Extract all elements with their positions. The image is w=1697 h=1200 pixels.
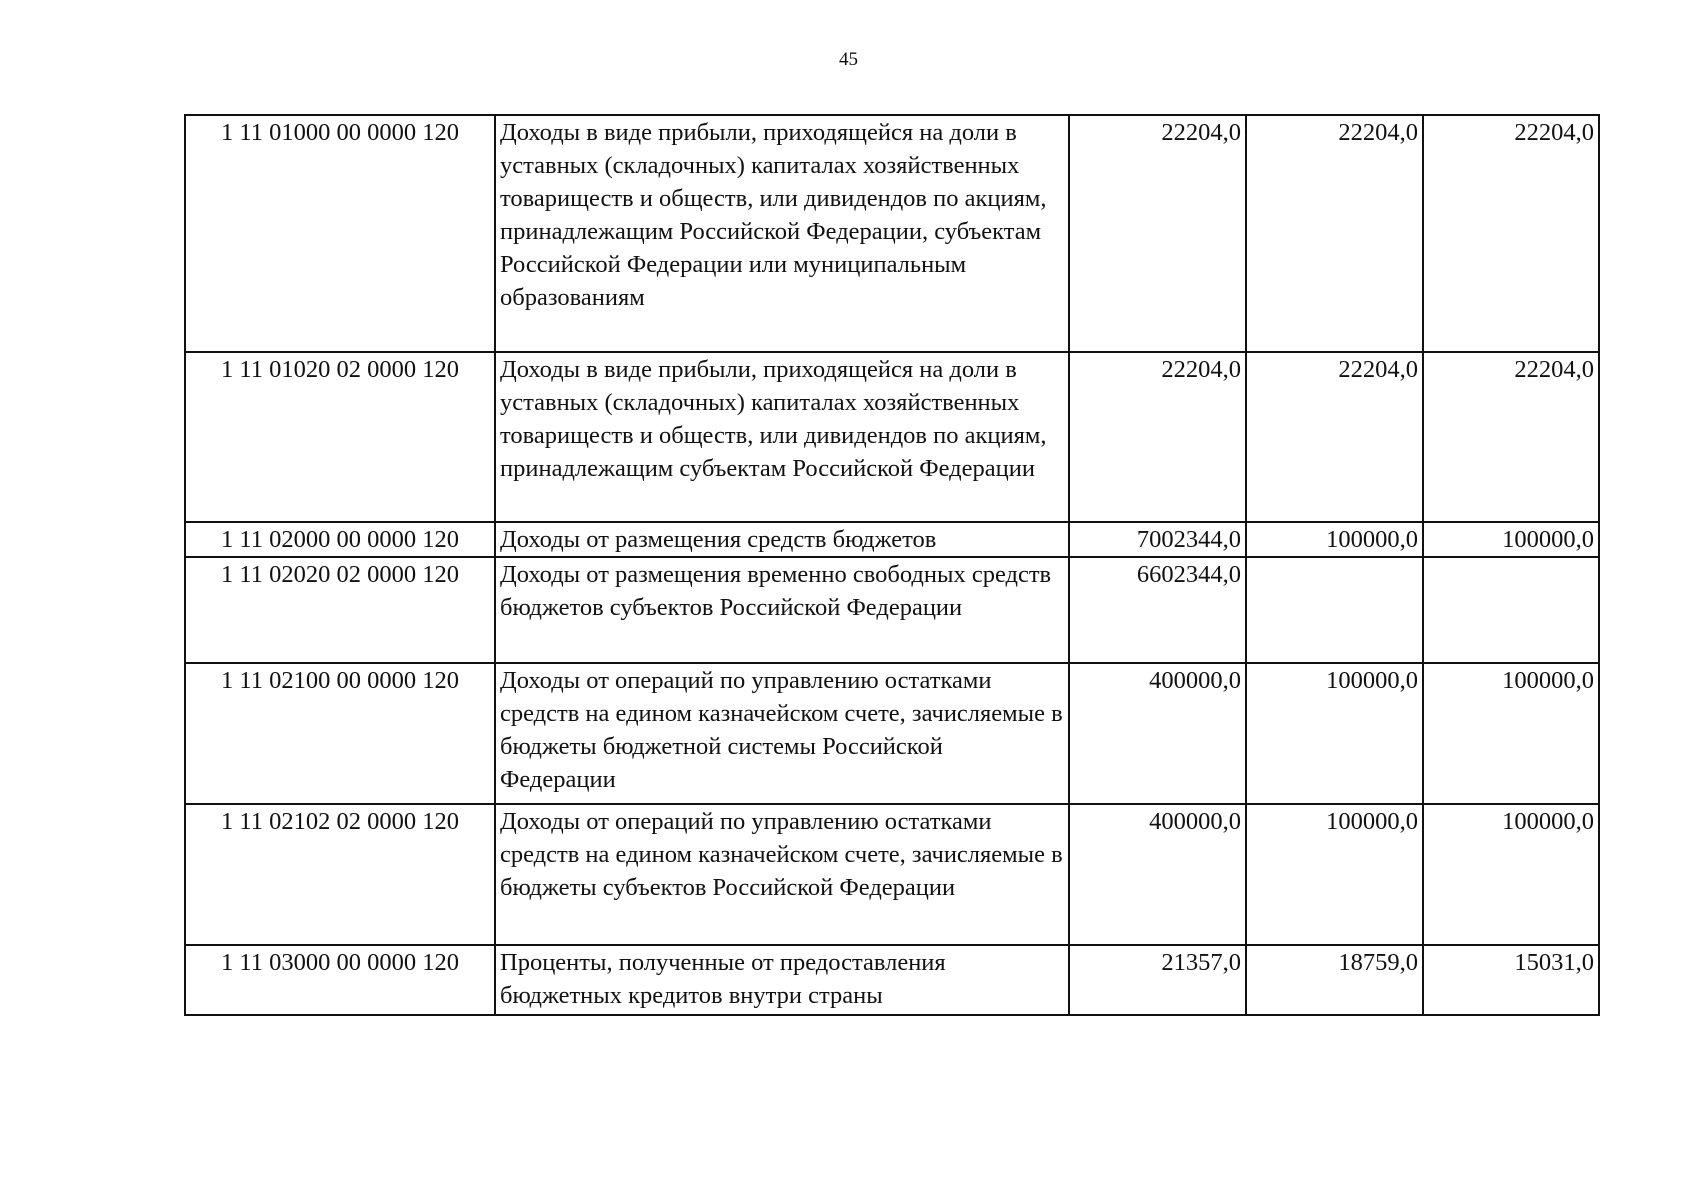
amount-cell-2: 100000,0	[1246, 522, 1423, 557]
budget-code-cell: 1 11 02000 00 0000 120	[185, 522, 495, 557]
table-row	[185, 115, 1599, 352]
amount-cell-2	[1246, 557, 1423, 663]
budget-code-cell: 1 11 01000 00 0000 120	[185, 115, 495, 352]
amount-cell-3: 100000,0	[1423, 663, 1599, 804]
page-number: 45	[839, 49, 858, 70]
budget-code-cell: 1 11 01020 02 0000 120	[185, 352, 495, 522]
revenue-name-cell: Проценты, полученные от предоставления бюджетных кредитов внутри страны	[495, 945, 1069, 1015]
table-row	[185, 663, 1599, 804]
amount-cell-2: 22204,0	[1246, 352, 1423, 522]
amount-cell-1: 21357,0	[1069, 945, 1246, 1015]
amount-cell-1: 22204,0	[1069, 115, 1246, 352]
revenue-name-cell: Доходы в виде прибыли, приходящейся на доли в уставных (складочных) капиталах хозяйственных товариществ и обществ, или дивидендов по акциям, принадлежащим Российской Федерации, субъектам Российской Федерации или муниципальным образованиям	[495, 115, 1069, 352]
budget-code-cell: 1 11 02102 02 0000 120	[185, 804, 495, 945]
amount-cell-2: 100000,0	[1246, 804, 1423, 945]
amount-cell-3: 22204,0	[1423, 115, 1599, 352]
revenue-name-cell: Доходы от размещения средств бюджетов	[495, 522, 1069, 557]
revenue-name-cell: Доходы от операций по управлению остатками средств на едином казначейском счете, зачисляемые в бюджеты субъектов Российской Федерации	[495, 804, 1069, 945]
amount-cell-1: 400000,0	[1069, 804, 1246, 945]
table-row	[185, 804, 1599, 945]
amount-cell-2: 22204,0	[1246, 115, 1423, 352]
amount-cell-3	[1423, 557, 1599, 663]
table-row	[185, 945, 1599, 1015]
amount-cell-1: 22204,0	[1069, 352, 1246, 522]
table-row	[185, 522, 1599, 557]
amount-cell-3: 15031,0	[1423, 945, 1599, 1015]
revenue-name-cell: Доходы от операций по управлению остатками средств на едином казначейском счете, зачисляемые в бюджеты бюджетной системы Российской Федерации	[495, 663, 1069, 804]
amount-cell-3: 100000,0	[1423, 522, 1599, 557]
budget-revenue-table	[184, 114, 1600, 1016]
amount-cell-2: 100000,0	[1246, 663, 1423, 804]
budget-code-cell: 1 11 02100 00 0000 120	[185, 663, 495, 804]
amount-cell-3: 22204,0	[1423, 352, 1599, 522]
revenue-name-cell: Доходы в виде прибыли, приходящейся на доли в уставных (складочных) капиталах хозяйственных товариществ и обществ, или дивидендов по акциям, принадлежащим субъектам Российской Федерации	[495, 352, 1069, 522]
table-row	[185, 352, 1599, 522]
amount-cell-1: 400000,0	[1069, 663, 1246, 804]
amount-cell-3: 100000,0	[1423, 804, 1599, 945]
revenue-name-cell: Доходы от размещения временно свободных средств бюджетов субъектов Российской Федерации	[495, 557, 1069, 663]
budget-code-cell: 1 11 03000 00 0000 120	[185, 945, 495, 1015]
table-row	[185, 557, 1599, 663]
budget-code-cell: 1 11 02020 02 0000 120	[185, 557, 495, 663]
amount-cell-1: 7002344,0	[1069, 522, 1246, 557]
amount-cell-1: 6602344,0	[1069, 557, 1246, 663]
amount-cell-2: 18759,0	[1246, 945, 1423, 1015]
